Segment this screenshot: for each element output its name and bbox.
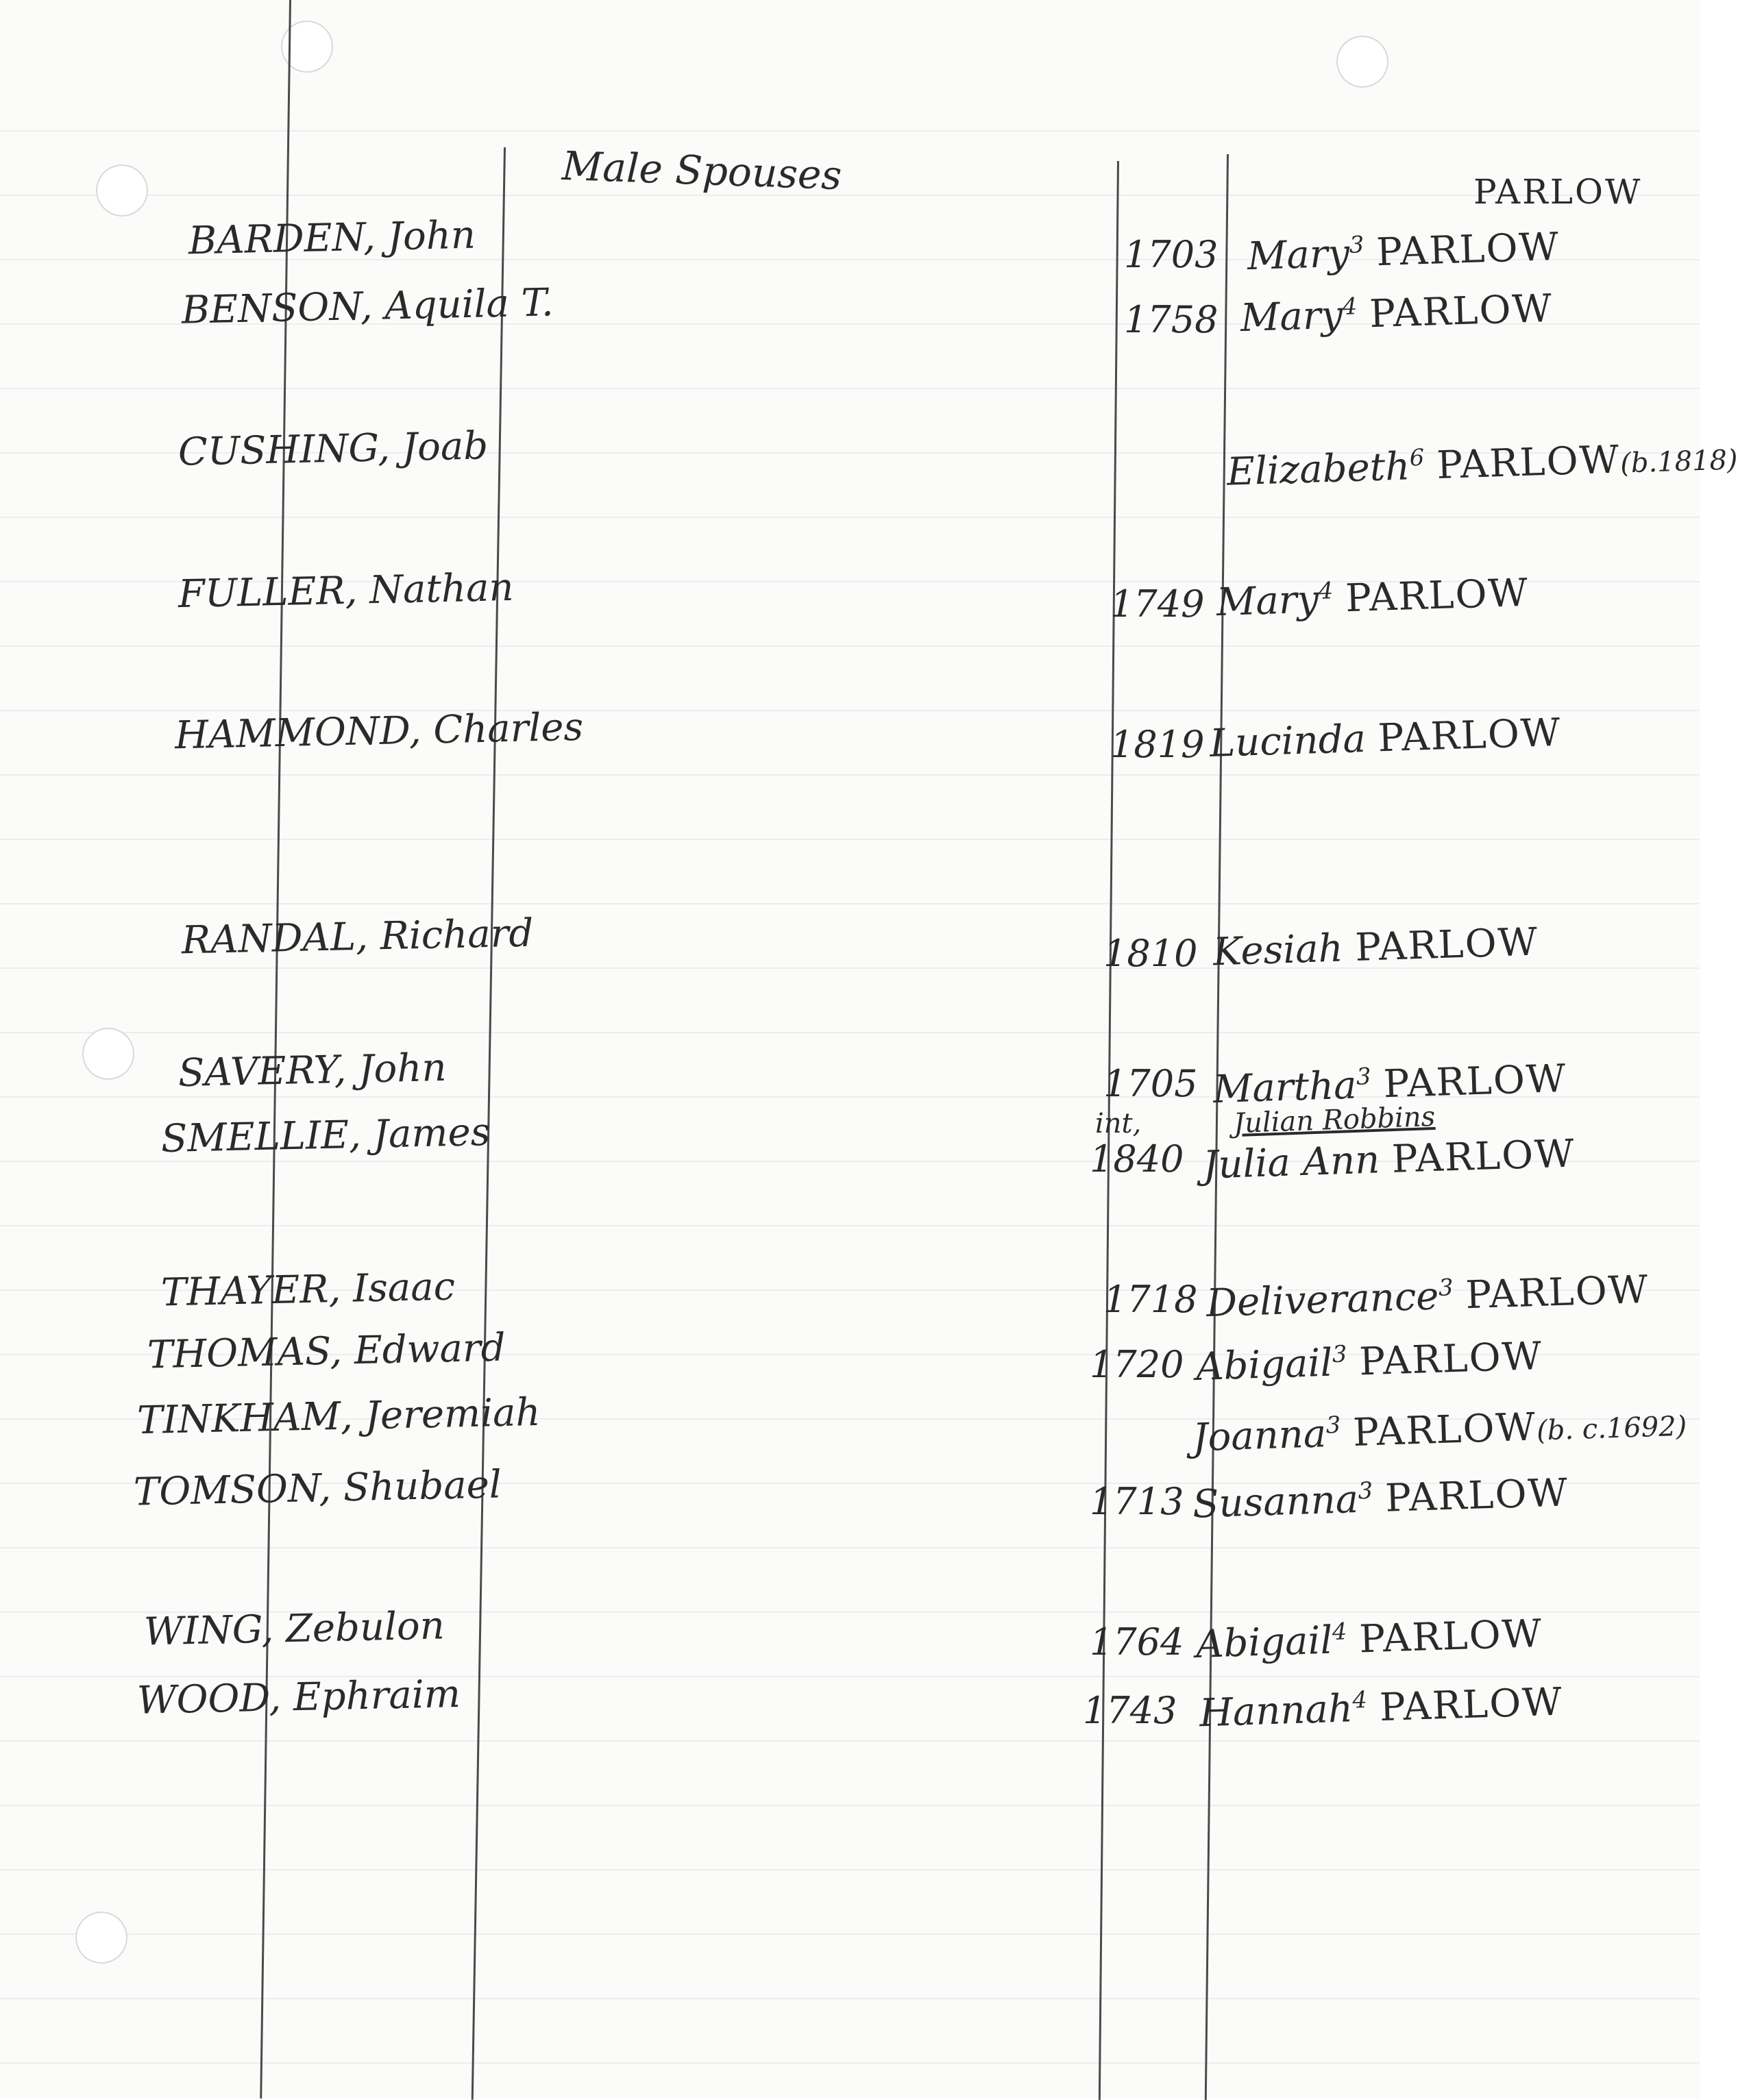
wife-given-name: Elizabeth <box>1226 444 1411 495</box>
wife-given-name: Julia Ann <box>1202 1137 1381 1188</box>
birth-note: (b. c.1692) <box>1536 1410 1687 1447</box>
wife-surname: PARLOW <box>1375 224 1561 275</box>
header-male-spouses: Male Spouses <box>561 142 843 199</box>
husband-name: HAMMOND, Charles <box>174 704 584 758</box>
wife-given-name: Abigail <box>1195 1340 1334 1389</box>
wife-given-name: Mary <box>1216 577 1320 626</box>
generation-number: 3 <box>1349 231 1364 258</box>
marriage-year: 1819 <box>1110 723 1205 766</box>
wife-name <box>1240 286 1554 341</box>
interlined-name: Julian Robbins <box>1233 1100 1436 1140</box>
wife-surname: PARLOW <box>1377 710 1563 761</box>
wife-surname: PARLOW <box>1352 1405 1538 1455</box>
ruled-line <box>0 1740 1700 1742</box>
wife-name <box>1212 919 1540 975</box>
marriage-year: 1743 <box>1083 1689 1177 1732</box>
wife-name <box>1209 710 1563 767</box>
ruled-line <box>0 195 1700 196</box>
ruled-line <box>0 1547 1700 1548</box>
intention-note: int, <box>1095 1108 1142 1139</box>
marriage-year: 1810 <box>1103 932 1198 975</box>
generation-number: 4 <box>1332 1618 1347 1646</box>
marriage-year: 1758 <box>1124 298 1219 341</box>
wife-name <box>1216 570 1530 626</box>
binder-hole-left-1 <box>96 164 148 217</box>
wife-name <box>1192 1470 1569 1527</box>
marriage-year: 1749 <box>1110 582 1205 626</box>
husband-name: BENSON, Aquila T. <box>181 280 554 333</box>
wife-name <box>1205 1267 1650 1326</box>
husband-name: SAVERY, John <box>178 1045 448 1096</box>
ruled-line <box>0 1032 1700 1033</box>
generation-number: 3 <box>1358 1477 1373 1505</box>
ruled-line <box>0 1869 1700 1870</box>
wife-surname: PARLOW <box>1384 1470 1569 1521</box>
wife-surname: PARLOW <box>1391 1131 1576 1182</box>
generation-number: 3 <box>1325 1411 1341 1439</box>
ruled-line <box>0 1805 1700 1806</box>
marriage-year: 1720 <box>1090 1343 1184 1386</box>
wife-name <box>1202 1131 1576 1188</box>
marriage-year: 1840 <box>1090 1137 1184 1181</box>
wife-given-name: Mary <box>1247 231 1351 280</box>
wife-surname: PARLOW <box>1345 570 1530 621</box>
husband-name: WING, Zebulon <box>143 1603 445 1655</box>
wife-surname: PARLOW <box>1465 1267 1650 1318</box>
husband-name: RANDAL, Richard <box>181 911 534 963</box>
binder-hole-left-3 <box>75 1912 127 1964</box>
husband-name: THOMAS, Edward <box>147 1325 506 1378</box>
husband-name: SMELLIE, James <box>160 1109 491 1162</box>
wife-given-name: Susanna <box>1192 1477 1360 1527</box>
generation-number: 4 <box>1318 577 1334 604</box>
ruled-line <box>0 903 1700 904</box>
wife-given-name: Deliverance <box>1205 1274 1440 1326</box>
ruled-line <box>0 2062 1700 2064</box>
marriage-year: 1703 <box>1124 233 1219 276</box>
husband-name: WOOD, Ephraim <box>136 1672 461 1723</box>
wife-name <box>1192 1404 1687 1461</box>
ruled-line <box>0 774 1700 776</box>
husband-name: BARDEN, John <box>188 212 476 264</box>
ruled-line <box>0 1225 1700 1226</box>
generation-number: 4 <box>1351 1685 1368 1714</box>
wife-given-name: Hannah <box>1199 1686 1354 1736</box>
marriage-year: 1764 <box>1090 1620 1184 1664</box>
wife-given-name: Abigail <box>1195 1618 1334 1667</box>
husband-name: THAYER, Isaac <box>160 1264 456 1315</box>
wife-given-name: Lucinda <box>1209 716 1367 767</box>
wife-name <box>1247 224 1561 280</box>
header-parlow: PARLOW <box>1473 172 1643 212</box>
marriage-year: 1705 <box>1103 1062 1198 1105</box>
ruled-line <box>0 839 1700 840</box>
binder-hole-top-right <box>1336 36 1388 88</box>
husband-name: TOMSON, Shubael <box>133 1462 502 1515</box>
ruled-line <box>0 645 1700 647</box>
husband-name: FULLER, Nathan <box>178 565 515 617</box>
husband-name: CUSHING, Joab <box>178 423 489 475</box>
ruled-line <box>0 388 1700 389</box>
wife-name <box>1199 1679 1564 1736</box>
ruled-line <box>0 517 1700 518</box>
wife-surname: PARLOW <box>1369 286 1554 337</box>
binder-hole-left-2 <box>82 1028 134 1080</box>
ruled-line <box>0 710 1700 711</box>
generation-number: 3 <box>1356 1063 1372 1090</box>
wife-given-name: Mary <box>1240 293 1344 341</box>
ruled-line <box>0 967 1700 969</box>
wife-given-name: Joanna <box>1192 1411 1327 1461</box>
wife-surname: PARLOW <box>1354 919 1540 970</box>
husband-name: TINKHAM, Jeremiah <box>136 1389 541 1444</box>
wife-name <box>1195 1334 1544 1389</box>
wife-surname: PARLOW <box>1382 1056 1568 1107</box>
marriage-year: 1718 <box>1103 1278 1198 1321</box>
generation-number: 3 <box>1438 1274 1454 1301</box>
wife-surname: PARLOW <box>1358 1611 1544 1662</box>
wife-surname: PARLOW <box>1436 437 1621 489</box>
wife-name <box>1226 437 1738 495</box>
birth-note: (b.1818) <box>1619 444 1738 480</box>
generation-number: 6 <box>1409 444 1425 471</box>
marriage-year: 1713 <box>1090 1480 1184 1523</box>
generation-number: 4 <box>1342 293 1358 320</box>
ruled-line <box>0 1998 1700 1999</box>
generation-number: 3 <box>1332 1340 1347 1368</box>
wife-surname: PARLOW <box>1358 1334 1544 1385</box>
column-line-years-right <box>1205 154 1229 2100</box>
wife-given-name: Kesiah <box>1212 926 1344 975</box>
wife-name <box>1195 1611 1544 1667</box>
wife-given-name: Martha <box>1212 1063 1358 1113</box>
wife-surname: PARLOW <box>1378 1679 1564 1731</box>
ruled-line <box>0 130 1700 132</box>
ruled-line <box>0 1934 1700 1935</box>
